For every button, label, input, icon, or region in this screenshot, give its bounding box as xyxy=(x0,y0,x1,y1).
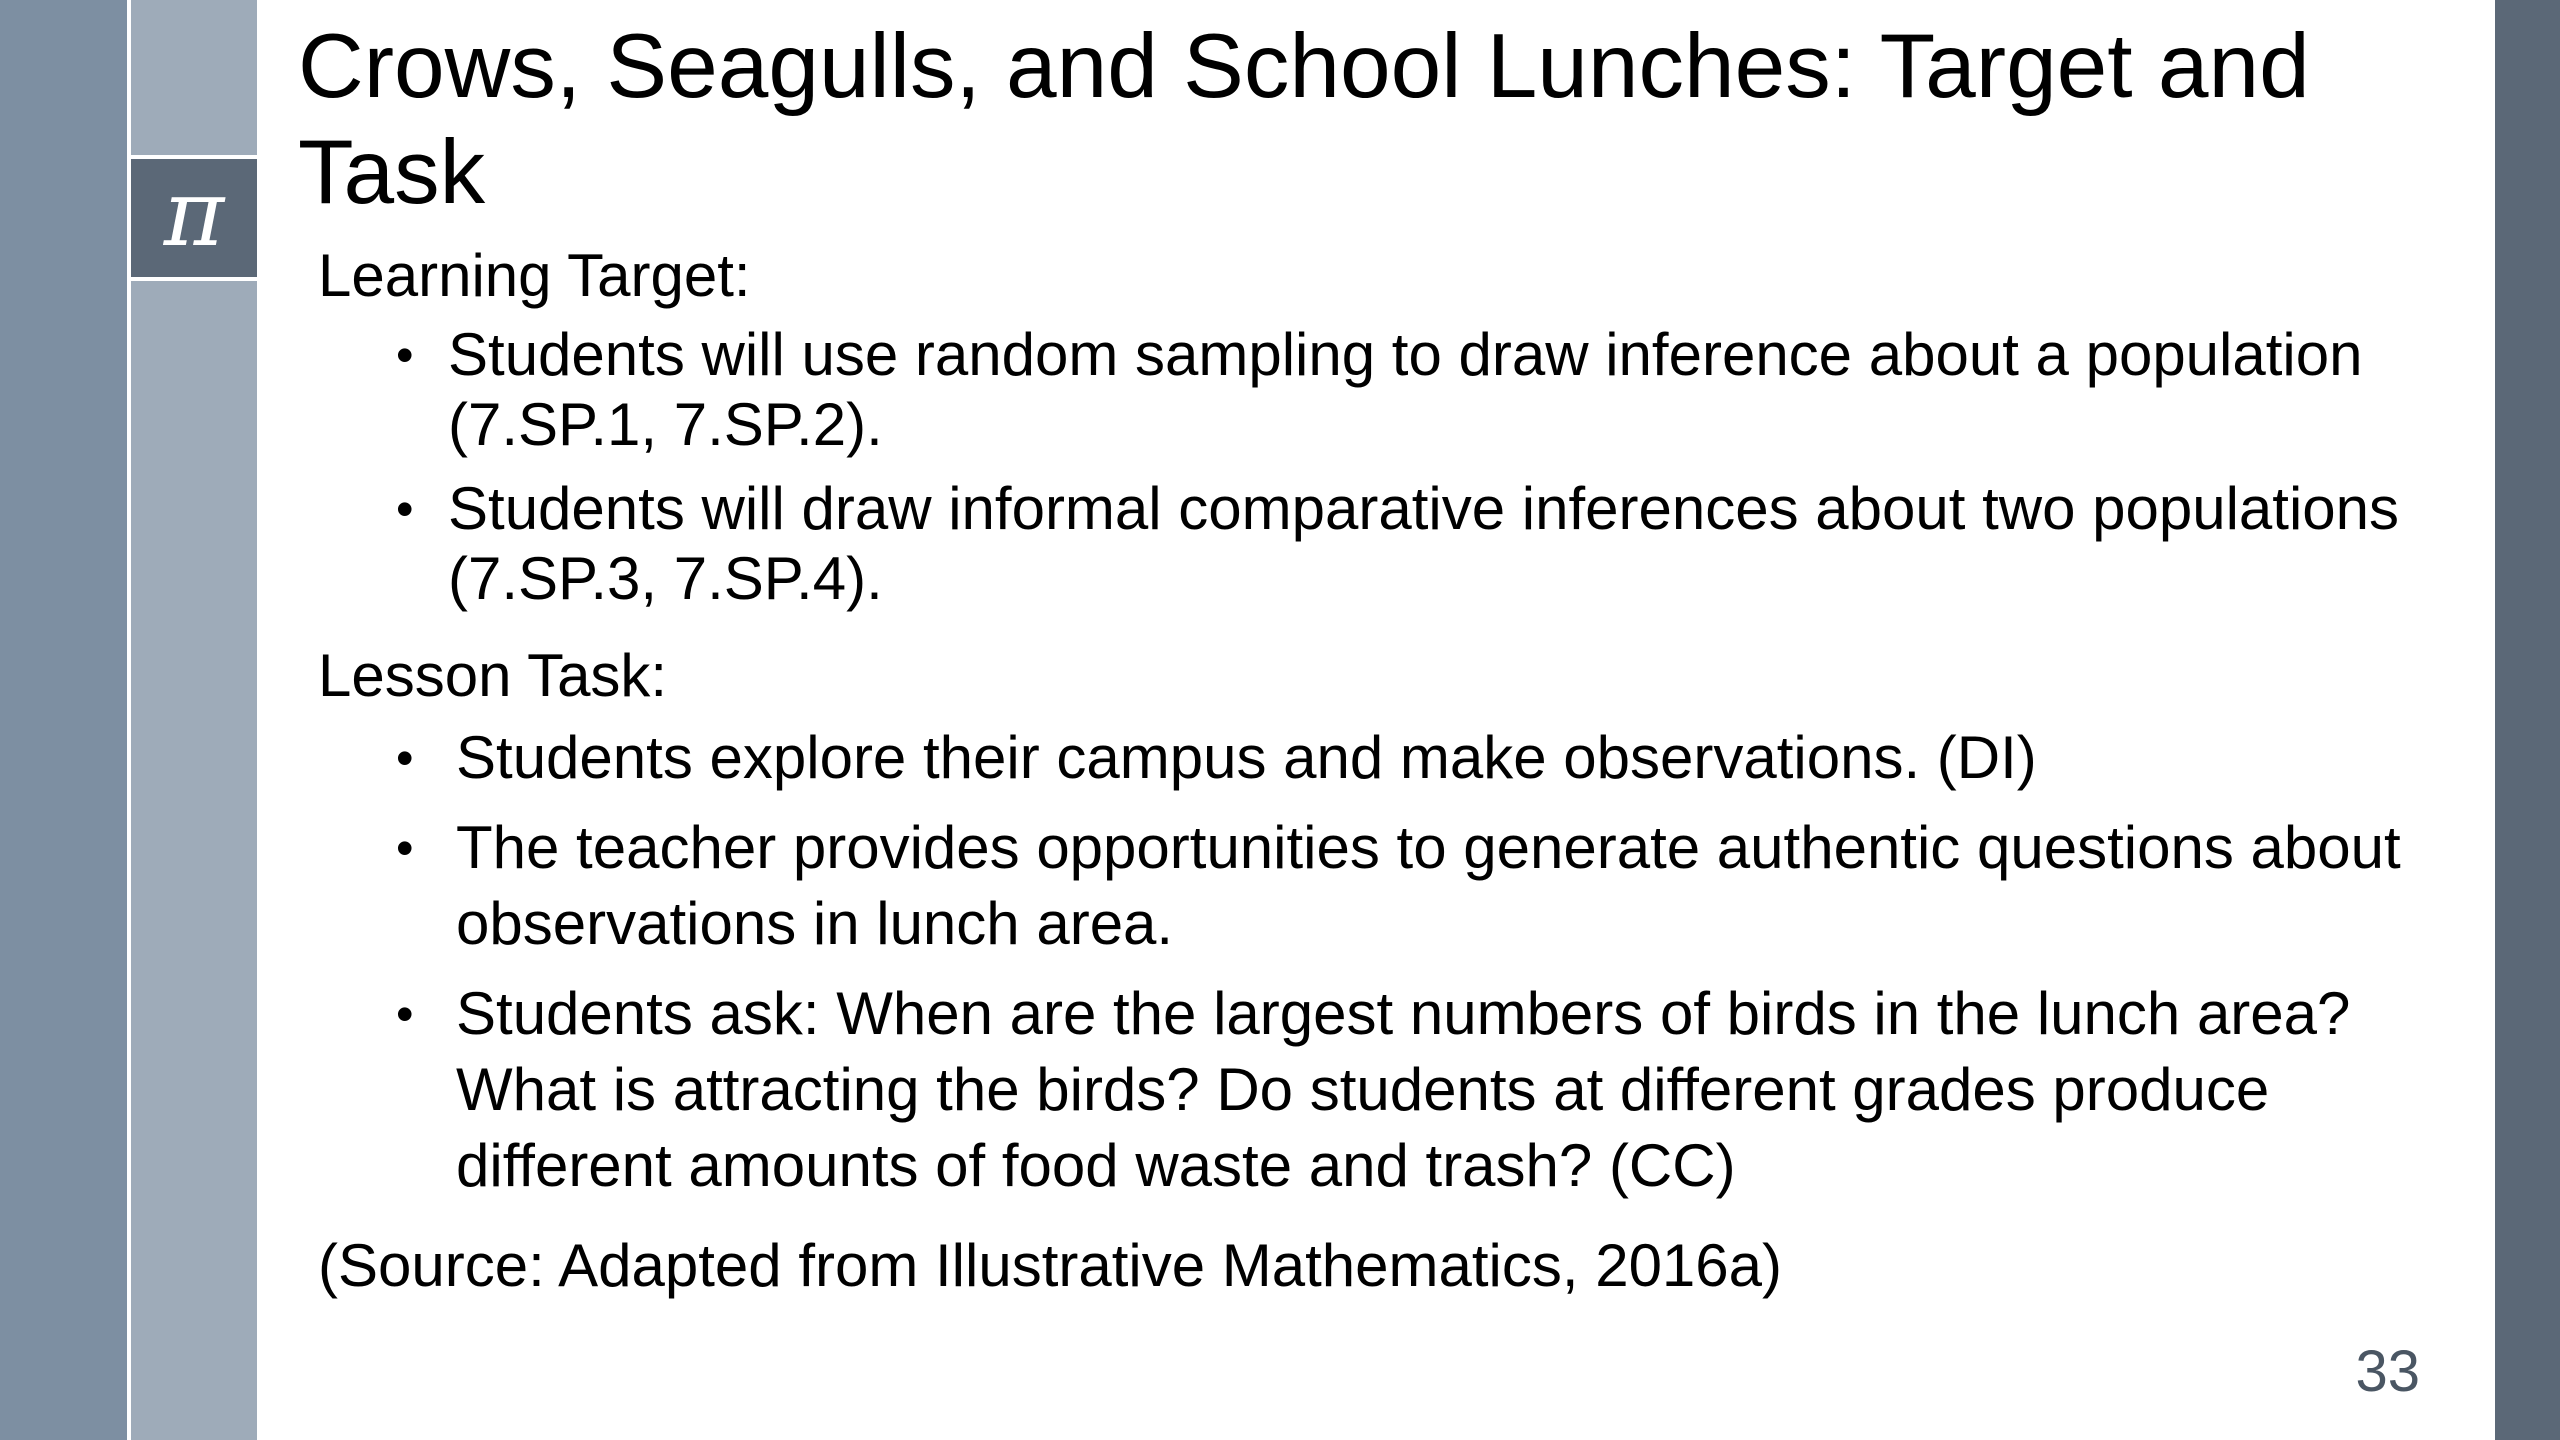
lesson-task-list xyxy=(318,720,2493,1204)
list-item xyxy=(318,810,2493,962)
slide-content xyxy=(318,240,2493,1362)
pi-badge xyxy=(131,155,257,281)
page-number: 33 xyxy=(2355,1339,2420,1404)
list-item xyxy=(318,474,2493,614)
bullet-icon: • xyxy=(396,327,414,383)
list-item-text: Students explore their campus and make observations. (DI) xyxy=(456,724,2037,791)
learning-target-list xyxy=(318,320,2493,614)
bullet-icon: • xyxy=(396,481,414,537)
bullet-icon: • xyxy=(396,730,414,786)
slide-title: Crows, Seagulls, and School Lunches: Target and Task xyxy=(298,16,2310,223)
list-item xyxy=(318,720,2493,796)
list-item-text: Students ask: When are the largest numbers of birds in the lunch area? What is attracting the birds? Do students at different grades produce different amounts of food waste and trash? (CC) xyxy=(456,980,2351,1199)
source-citation: (Source: Adapted from Illustrative Mathematics, 2016a) xyxy=(318,1232,1783,1299)
list-item xyxy=(318,320,2493,460)
left-band-outer xyxy=(0,0,127,1440)
right-band xyxy=(2495,0,2560,1440)
learning-target-heading: Learning Target: xyxy=(318,242,751,309)
list-item-text: Students will draw informal comparative inferences about two populations (7.SP.3, 7.SP.4). xyxy=(448,475,2400,612)
list-item-text: Students will use random sampling to draw inference about a population (7.SP.1, 7.SP.2). xyxy=(448,321,2363,458)
pi-icon: π xyxy=(163,160,225,267)
list-item xyxy=(318,976,2493,1204)
bullet-icon: • xyxy=(396,986,414,1042)
list-item-text: The teacher provides opportunities to generate authentic questions about observations in lunch area. xyxy=(456,814,2401,957)
bullet-icon: • xyxy=(396,820,414,876)
lesson-task-heading: Lesson Task: xyxy=(318,642,668,709)
